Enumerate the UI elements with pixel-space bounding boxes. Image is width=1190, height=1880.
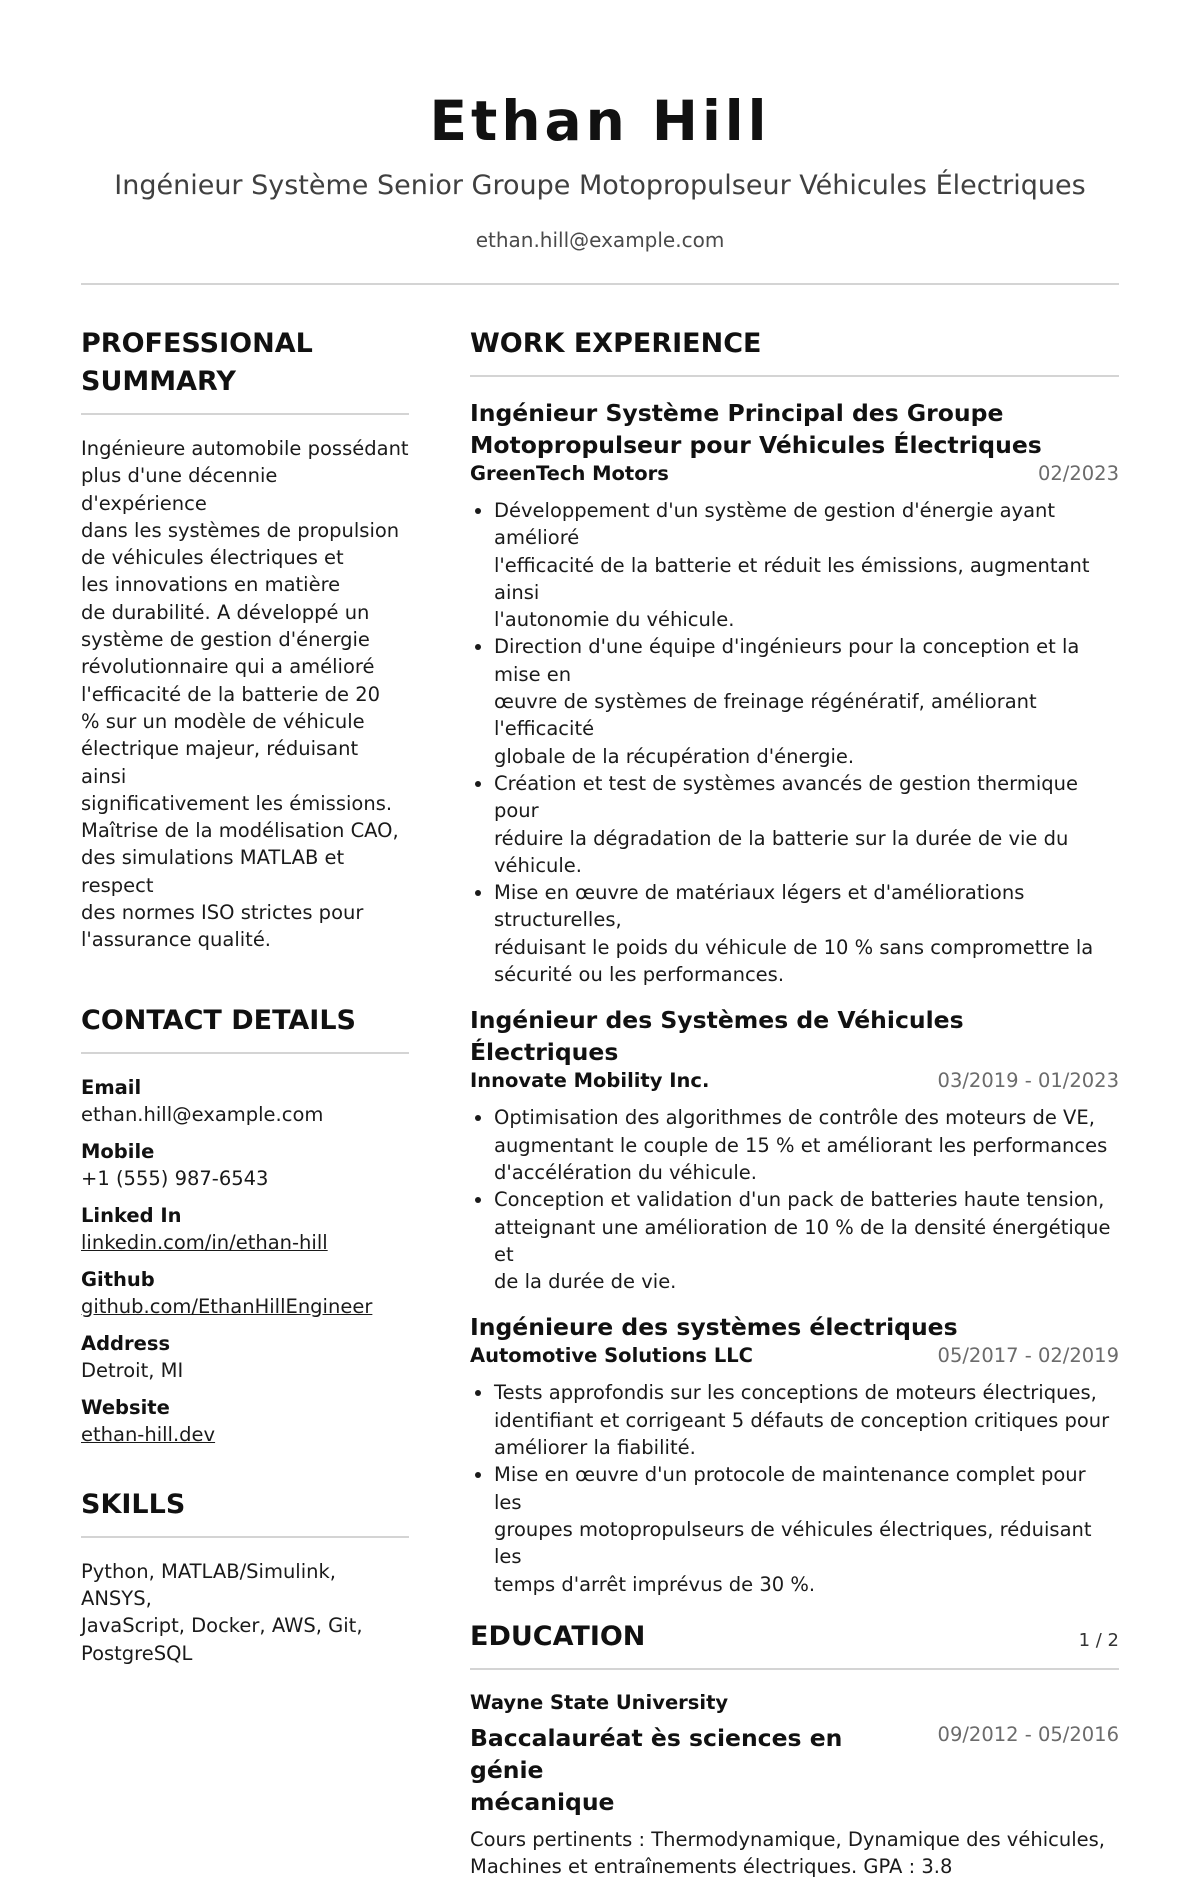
- summary-line: de véhicules électriques et: [81, 546, 344, 570]
- bullet-line: • Conception et validation d'un pack de batteries haute tension,: [494, 1188, 1105, 1212]
- skills-line: PostgreSQL: [81, 1641, 193, 1665]
- skills-text: [81, 1558, 409, 1667]
- contact-label-github: Github: [81, 1267, 155, 1291]
- bullet-line: d'accélération du véhicule.: [494, 1160, 758, 1184]
- header-email: ethan.hill@example.com: [475, 228, 725, 252]
- job-date: 03/2019 - 01/2023: [937, 1069, 1119, 1093]
- summary-text: [81, 435, 409, 954]
- job-title-line: Ingénieur des Systèmes de Véhicules Électriques: [470, 1006, 964, 1067]
- header-divider: [81, 283, 1119, 285]
- section-divider: [81, 1052, 409, 1054]
- summary-heading-line: PROFESSIONAL: [81, 328, 313, 359]
- bullet-line: globale de la récupération d'énergie.: [494, 744, 855, 768]
- bullet-line: temps d'arrêt imprévus de 30 %.: [494, 1572, 816, 1596]
- education-details: [470, 1826, 1119, 1880]
- job-date: 02/2023: [1037, 462, 1119, 485]
- education-date: 09/2012 - 05/2016: [937, 1722, 1119, 1746]
- job-entry: [470, 397, 1119, 988]
- job-title: [470, 1004, 1119, 1068]
- contact-section: [81, 1002, 409, 1448]
- experience-section: [470, 325, 1119, 1598]
- summary-line: Ingénieure automobile possédant: [81, 437, 409, 460]
- summary-line: dans les systèmes de propulsion: [81, 518, 400, 542]
- summary-line: Maîtrise de la modélisation CAO,: [81, 819, 399, 843]
- summary-heading: [81, 325, 409, 401]
- job-bullet: [494, 879, 1119, 988]
- summary-line: l'efficacité de la batterie de 20: [81, 682, 381, 706]
- job-bullet: [494, 1461, 1119, 1597]
- summary-line: des normes ISO strictes pour: [81, 901, 364, 925]
- bullet-line: • Direction d'une équipe d'ingénieurs pour la conception et la mise en: [494, 635, 1080, 686]
- bullet-line: réduire la dégradation de la batterie sur la durée de vie du véhicule.: [494, 826, 1069, 877]
- job-bullet: [494, 1379, 1119, 1461]
- bullet-line: • Développement d'un système de gestion d'énergie ayant amélioré: [494, 499, 1056, 550]
- summary-line: significativement les émissions.: [81, 791, 393, 815]
- bullet-line: • Optimisation des algorithmes de contrôle des moteurs de VE,: [494, 1106, 1095, 1130]
- section-divider: [470, 1668, 1119, 1670]
- summary-line: révolutionnaire qui a amélioré: [81, 655, 375, 679]
- bullet-line: l'autonomie du véhicule.: [494, 608, 735, 632]
- bullet-line: groupes motopropulseurs de véhicules électriques, réduisant les: [494, 1517, 1092, 1569]
- job-title: [470, 1311, 1119, 1343]
- job-entry: [470, 1311, 1119, 1597]
- job-title-line: Ingénieur Système Principal des Groupe: [470, 399, 1004, 427]
- company-name: Automotive Solutions LLC: [470, 1344, 753, 1368]
- job-bullets: [470, 1104, 1119, 1295]
- right-column: [470, 325, 1119, 1880]
- job-meta: [470, 461, 1119, 487]
- job-bullet: [494, 633, 1119, 769]
- bullet-line: de la durée de vie.: [494, 1270, 677, 1294]
- bullet-line: réduisant le poids du véhicule de 10 % sans compromettre la: [494, 935, 1094, 959]
- contact-label-email: Email: [81, 1075, 142, 1099]
- summary-line: électrique majeur, réduisant ainsi: [81, 737, 359, 788]
- bullet-line: améliorer la fiabilité.: [494, 1436, 696, 1460]
- section-divider: [470, 375, 1119, 377]
- job-title-line: Motopropulseur pour Véhicules Électriques: [470, 431, 1042, 459]
- job-bullets: [470, 497, 1119, 988]
- summary-line: des simulations MATLAB et respect: [81, 846, 345, 897]
- github-link[interactable]: github.com/EthanHillEngineer: [81, 1294, 373, 1318]
- bullet-line: l'efficacité de la batterie et réduit les émissions, augmentant ainsi: [494, 553, 1090, 604]
- job-bullet: [494, 1186, 1119, 1295]
- bullet-line: atteignant une amélioration de 10 % de la densité énergétique et: [494, 1215, 1111, 1266]
- linkedin-link[interactable]: linkedin.com/in/ethan-hill: [81, 1230, 328, 1254]
- skills-line: Python, MATLAB/Simulink, ANSYS,: [81, 1559, 336, 1610]
- summary-line: de durabilité. A développé un: [81, 600, 370, 624]
- skills-heading: SKILLS: [81, 1488, 186, 1520]
- contact-label-mobile: Mobile: [81, 1139, 155, 1163]
- job-title: [470, 397, 1119, 461]
- education-details-line: Cours pertinents : Thermodynamique, Dynamique des véhicules,: [470, 1827, 1105, 1851]
- summary-section: [81, 325, 409, 954]
- summary-line: les innovations en matière: [81, 573, 341, 597]
- summary-line: système de gestion d'énergie: [81, 628, 370, 652]
- job-date: 05/2017 - 02/2019: [937, 1344, 1119, 1368]
- degree-line: Baccalauréat ès sciences en génie: [470, 1723, 843, 1784]
- bullet-line: • Tests approfondis sur les conceptions de moteurs électriques,: [494, 1381, 1097, 1405]
- contact-value-address: Detroit, MI: [81, 1358, 184, 1382]
- contact-label-address: Address: [81, 1331, 171, 1355]
- experience-heading: WORK EXPERIENCE: [470, 328, 762, 359]
- bullet-line: sécurité ou les performances.: [494, 963, 785, 987]
- education-section: [470, 1618, 1119, 1880]
- section-divider: [81, 1536, 409, 1538]
- education-heading: EDUCATION: [470, 1620, 646, 1652]
- company-name: GreenTech Motors: [470, 462, 669, 485]
- job-title-line: Ingénieure des systèmes électriques: [470, 1313, 958, 1342]
- job-meta: [470, 1343, 1119, 1369]
- left-column: [81, 325, 409, 1667]
- bullet-line: identifiant et corrigeant 5 défauts de conception critiques pour: [494, 1408, 1110, 1432]
- summary-line: plus d'une décennie d'expérience: [81, 464, 278, 515]
- bullet-line: • Mise en œuvre d'un protocole de maintenance complet pour les: [494, 1463, 1086, 1514]
- contact-label-website: Website: [81, 1395, 170, 1419]
- candidate-name: Ethan Hill: [429, 89, 771, 153]
- bullet-line: • Mise en œuvre de matériaux légers et d'améliorations structurelles,: [494, 881, 1025, 932]
- bullet-line: augmentant le couple de 15 % et améliorant les performances: [494, 1133, 1108, 1157]
- degree-title: [470, 1722, 910, 1818]
- job-bullets: [470, 1379, 1119, 1597]
- summary-heading-line: SUMMARY: [81, 366, 236, 397]
- website-link[interactable]: ethan-hill.dev: [81, 1422, 216, 1446]
- bullet-line: • Création et test de systèmes avancés de gestion thermique pour: [494, 771, 1078, 823]
- section-divider: [81, 413, 409, 415]
- contact-value-email: ethan.hill@example.com: [81, 1102, 324, 1126]
- skills-section: [81, 1486, 409, 1667]
- summary-line: % sur un modèle de véhicule: [81, 709, 365, 733]
- page-number: 1 / 2: [1078, 1630, 1119, 1651]
- education-meta: [470, 1722, 1119, 1818]
- contact-label-linkedin: Linked In: [81, 1203, 182, 1227]
- job-meta: [470, 1068, 1119, 1094]
- summary-line: l'assurance qualité.: [81, 928, 272, 952]
- job-bullet: [494, 497, 1119, 633]
- contact-heading: CONTACT DETAILS: [81, 1004, 356, 1036]
- job-bullet: [494, 770, 1119, 879]
- education-details-line: Machines et entraînements électriques. GPA : 3.8: [470, 1855, 953, 1879]
- skills-line: JavaScript, Docker, AWS, Git,: [81, 1614, 363, 1638]
- job-entry: [470, 1004, 1119, 1295]
- bullet-line: œuvre de systèmes de freinage régénératif, améliorant l'efficacité: [494, 690, 1037, 741]
- contact-value-mobile: +1 (555) 987-6543: [81, 1166, 269, 1190]
- job-bullet: [494, 1104, 1119, 1186]
- candidate-title: Ingénieur Système Senior Groupe Motopropulseur Véhicules Électriques: [114, 170, 1086, 201]
- company-name: Innovate Mobility Inc.: [470, 1069, 710, 1093]
- degree-line: mécanique: [470, 1787, 615, 1816]
- school-name: Wayne State University: [470, 1690, 729, 1714]
